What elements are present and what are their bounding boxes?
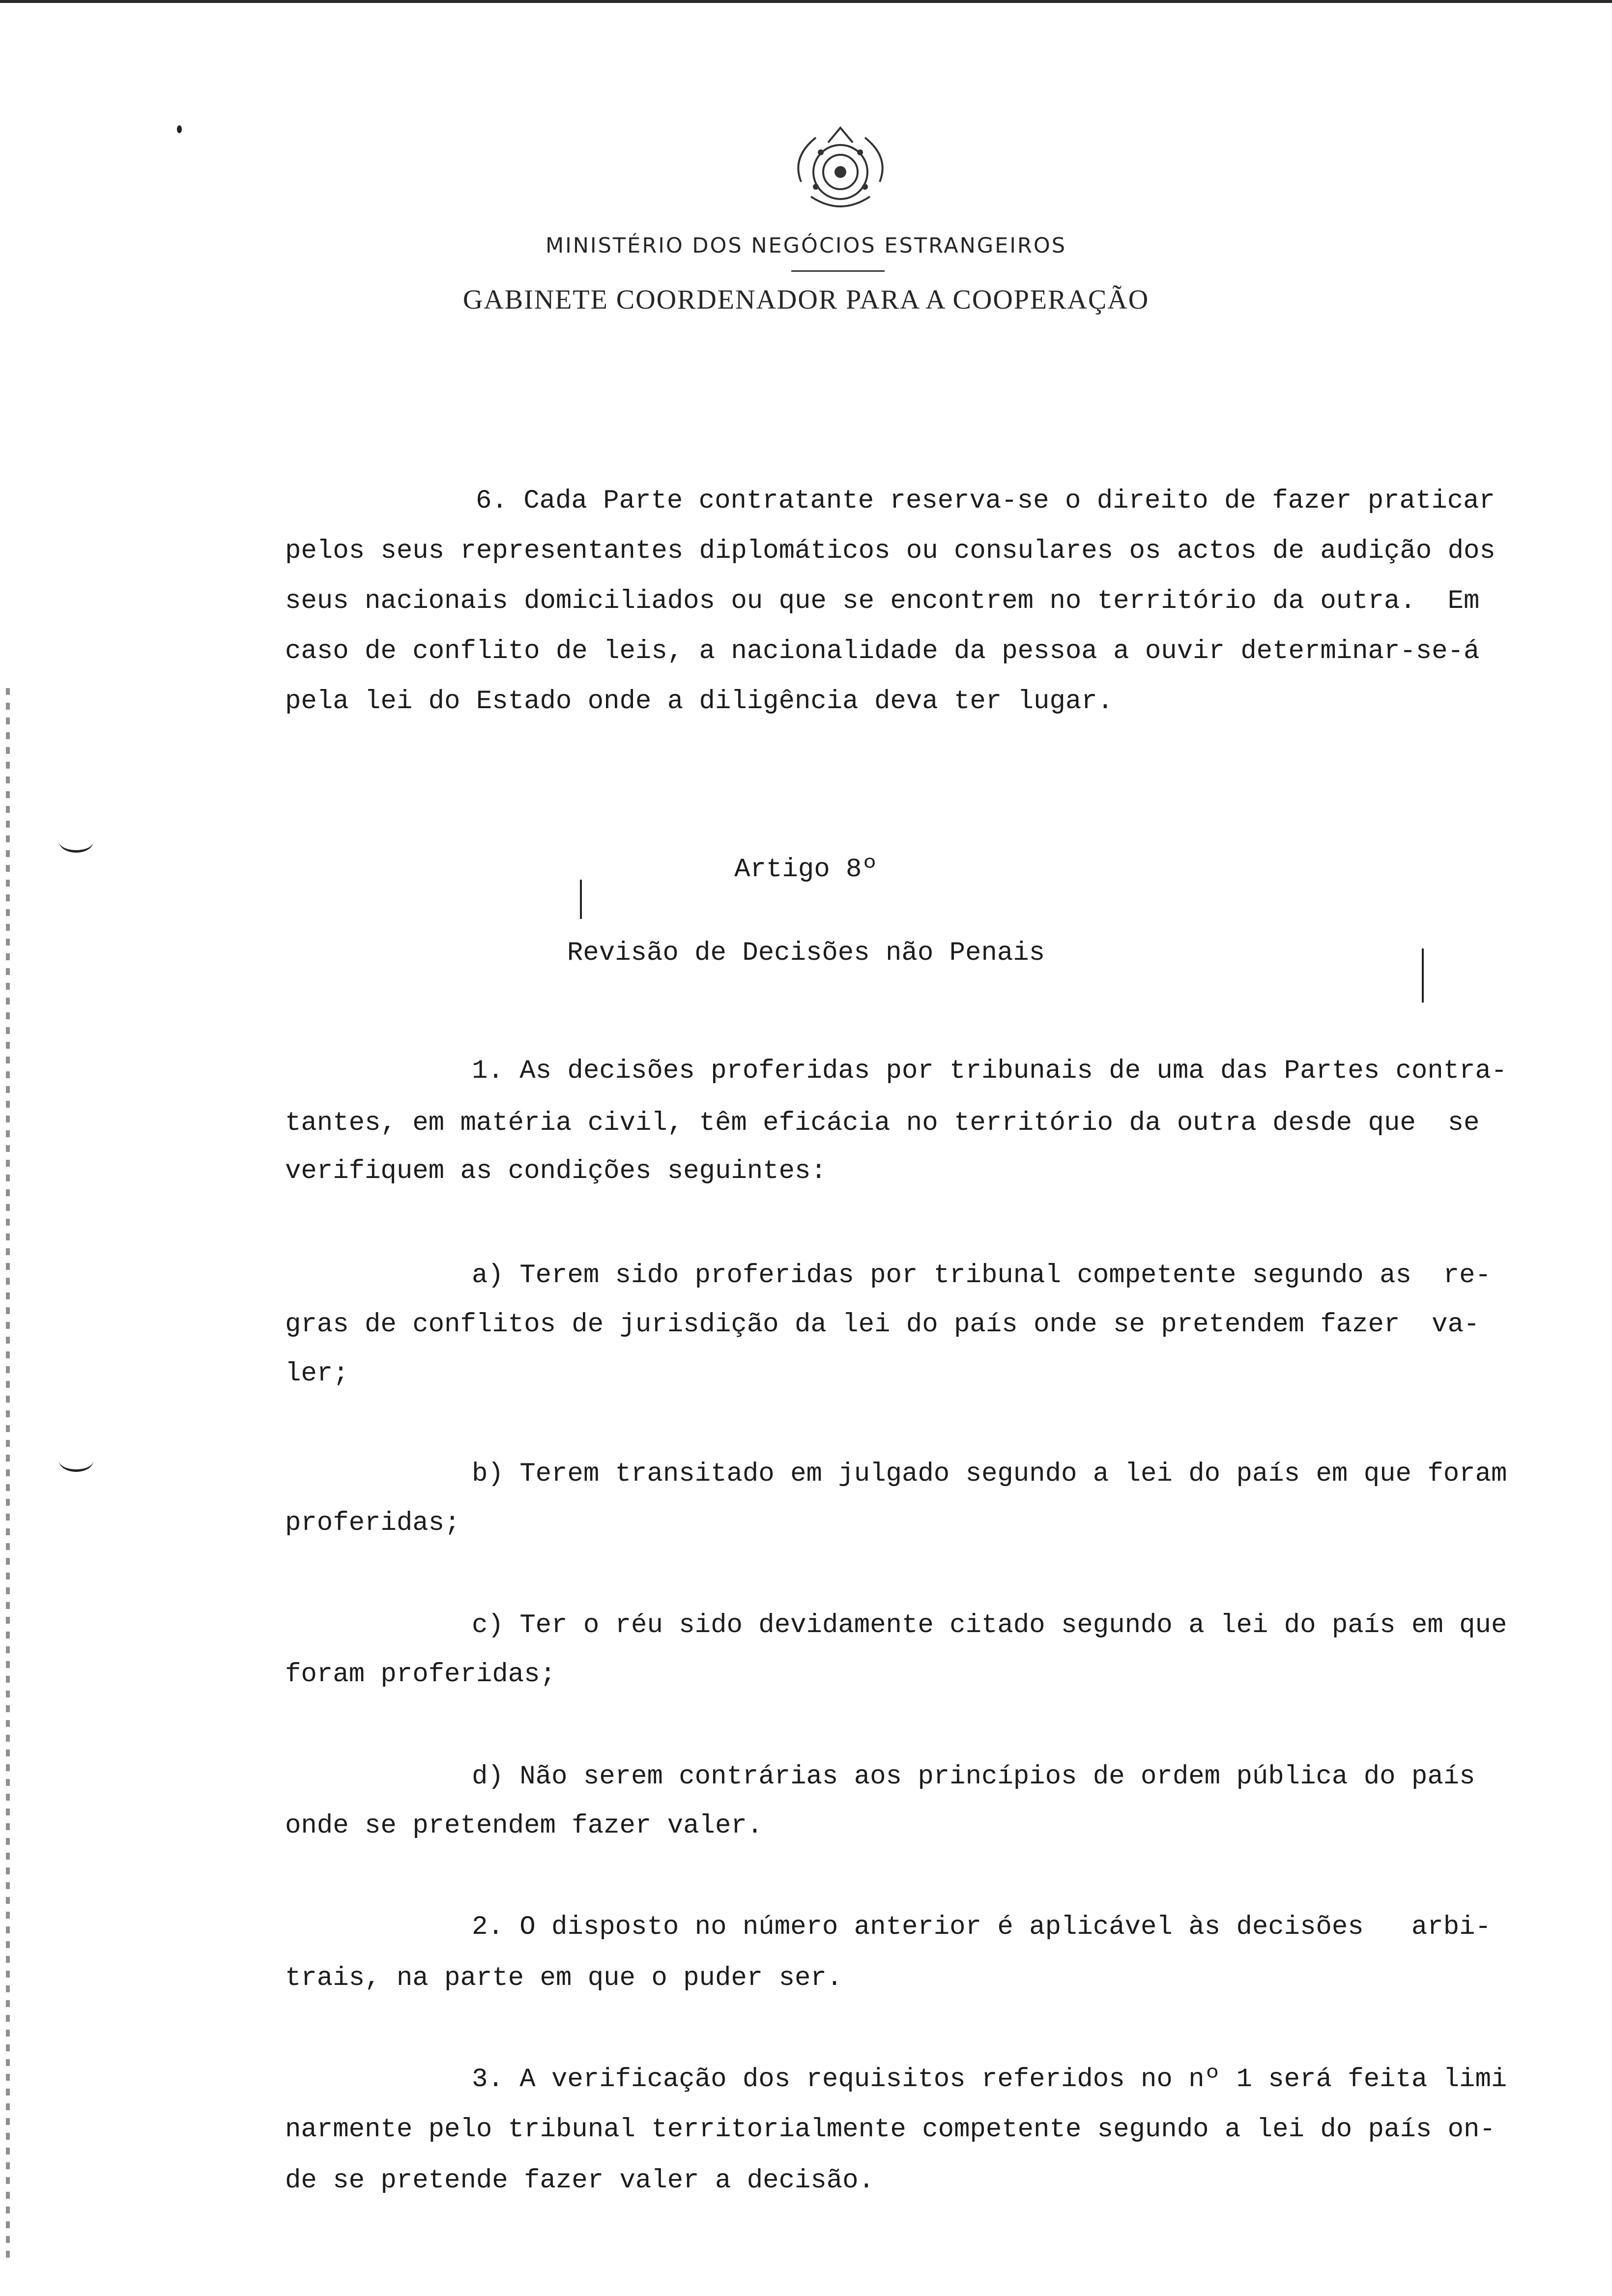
page-top-edge [0, 0, 1612, 3]
article-number: Artigo 8º [734, 855, 878, 885]
para-3-line: de se pretende fazer valer a decisão. [285, 2166, 874, 2196]
item-d-line: onde se pretendem fazer valer. [285, 1811, 763, 1841]
para-6-line: 6. Cada Parte contratante reserva-se o direito de fazer praticar [476, 486, 1495, 516]
item-a-line: ler; [285, 1359, 349, 1389]
heading-divider [791, 270, 885, 272]
para-2-line: 2. O disposto no número anterior é aplicável às decisões arbi- [472, 1912, 1491, 1942]
para-6-line: pelos seus representantes diplomáticos ou consulares os actos de audição dos [285, 536, 1496, 566]
para-1-line: tantes, em matéria civil, têm eficácia no território da outra desde que se [285, 1108, 1480, 1138]
item-c-line: c) Ter o réu sido devidamente citado segundo a lei do país em que [472, 1610, 1507, 1640]
item-b-line: proferidas; [285, 1508, 461, 1538]
para-6-line: caso de conflito de leis, a nacionalidade da pessoa a ouvir determinar-se-á [285, 636, 1480, 666]
para-2-line: trais, na parte em que o puder ser. [285, 1963, 843, 1993]
para-6-line: seus nacionais domiciliados ou que se encontrem no território da outra. Em [285, 586, 1480, 616]
binding-margin-marks [6, 688, 10, 2261]
ministry-heading: MINISTÉRIO DOS NEGÓCIOS ESTRANGEIROS [545, 233, 1066, 258]
para-6-line: pela lei do Estado onde a diligência deva ter lugar. [285, 687, 1114, 717]
item-b-line: b) Terem transitado em julgado segundo a lei do país em que foram [472, 1459, 1507, 1489]
item-c-line: foram proferidas; [285, 1660, 556, 1690]
article-title: Revisão de Decisões não Penais [567, 938, 1045, 968]
para-3-line: 3. A verificação dos requisitos referidos no nº 1 será feita limi [472, 2065, 1507, 2095]
coat-of-arms-icon [781, 123, 899, 221]
cabinet-heading: GABINETE COORDENADOR PARA A COOPERAÇÃO [462, 285, 1150, 315]
item-a-line: gras de conflitos de jurisdição da lei do país onde se pretendem fazer va- [285, 1310, 1480, 1340]
para-1-line: verifiquem as condições seguintes: [285, 1156, 827, 1186]
punch-hole-mark [59, 1450, 93, 1472]
item-d-line: d) Não serem contrárias aos princípios de ordem pública do país [472, 1762, 1475, 1792]
stray-mark [177, 125, 182, 133]
item-a-line: a) Terem sido proferidas por tribunal competente segundo as re- [472, 1261, 1491, 1291]
para-3-line: narmente pelo tribunal territorialmente competente segundo a lei do país on- [285, 2115, 1496, 2145]
para-1-line: 1. As decisões proferidas por tribunais de uma das Partes contra- [472, 1056, 1507, 1086]
